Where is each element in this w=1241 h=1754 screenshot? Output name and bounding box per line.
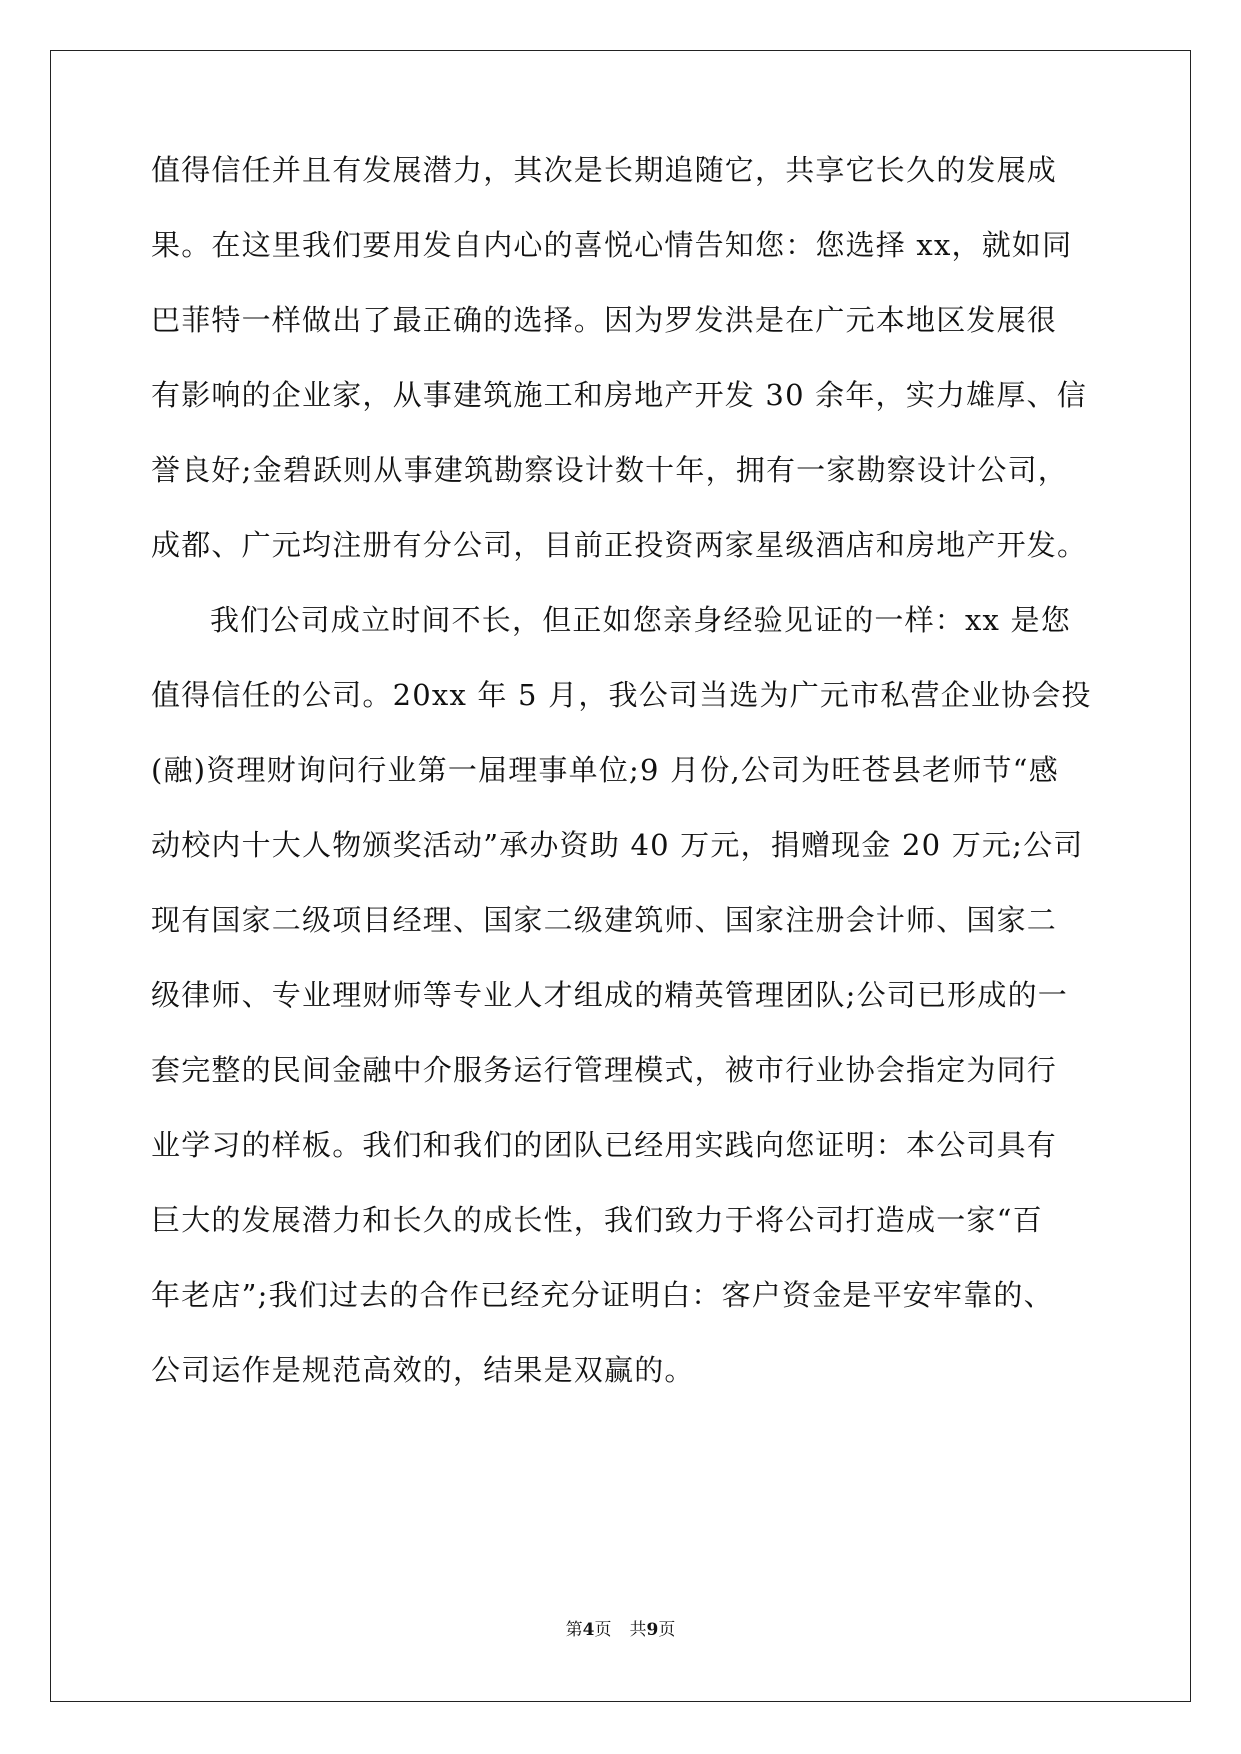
- text-line: 有影响的企业家，从事建筑施工和房地产开发 30 余年，实力雄厚、信: [151, 378, 1087, 412]
- text-line-indented: 我们公司成立时间不长，但正如您亲身经验见证的一样：xx 是您: [210, 603, 1071, 637]
- text-line: 业学习的样板。我们和我们的团队已经用实践向您证明：本公司具有: [151, 1128, 1058, 1162]
- text-line: 公司运作是规范高效的，结果是双赢的。: [151, 1353, 695, 1387]
- text-line: 成都、广元均注册有分公司，目前正投资两家星级酒店和房地产开发。: [151, 528, 1088, 562]
- text-line: 誉良好;金碧跃则从事建筑勘察设计数十年，拥有一家勘察设计公司，: [151, 453, 1068, 487]
- text-line: 现有国家二级项目经理、国家二级建筑师、国家注册会计师、国家二: [151, 903, 1058, 937]
- text-line: 级律师、专业理财师等专业人才组成的精英管理团队;公司已形成的一: [151, 978, 1068, 1012]
- total-page-count: 9: [646, 1620, 659, 1640]
- page-prefix: 第: [565, 1620, 583, 1640]
- text-line: 套完整的民间金融中介服务运行管理模式，被市行业协会指定为同行: [151, 1053, 1058, 1087]
- text-line: 值得信任的公司。20xx 年 5 月，我公司当选为广元市私营企业协会投: [151, 678, 1092, 712]
- page-number-footer: [0, 1618, 1241, 1642]
- text-line: 年老店”;我们过去的合作已经充分证明白：客户资金是平安牢靠的、: [151, 1278, 1054, 1312]
- text-line: 值得信任并且有发展潜力，其次是长期追随它，共享它长久的发展成: [151, 153, 1058, 187]
- text-line: (融)资理财询问行业第一届理事单位;9 月份,公司为旺苍县老师节“感: [151, 753, 1059, 787]
- page-suffix: 页: [594, 1620, 612, 1640]
- total-suffix: 页: [658, 1620, 676, 1640]
- text-line: 动校内十大人物颁奖活动”承办资助 40 万元，捐赠现金 20 万元;公司: [151, 828, 1084, 862]
- current-page-number: 4: [582, 1620, 595, 1640]
- page-border: [50, 50, 1191, 1702]
- text-line: 巴菲特一样做出了最正确的选择。因为罗发洪是在广元本地区发展很: [151, 303, 1058, 337]
- text-line: 巨大的发展潜力和长久的成长性，我们致力于将公司打造成一家“百: [151, 1203, 1043, 1237]
- total-prefix: 共: [629, 1620, 647, 1640]
- text-line: 果。在这里我们要用发自内心的喜悦心情告知您：您选择 xx，就如同: [151, 228, 1073, 262]
